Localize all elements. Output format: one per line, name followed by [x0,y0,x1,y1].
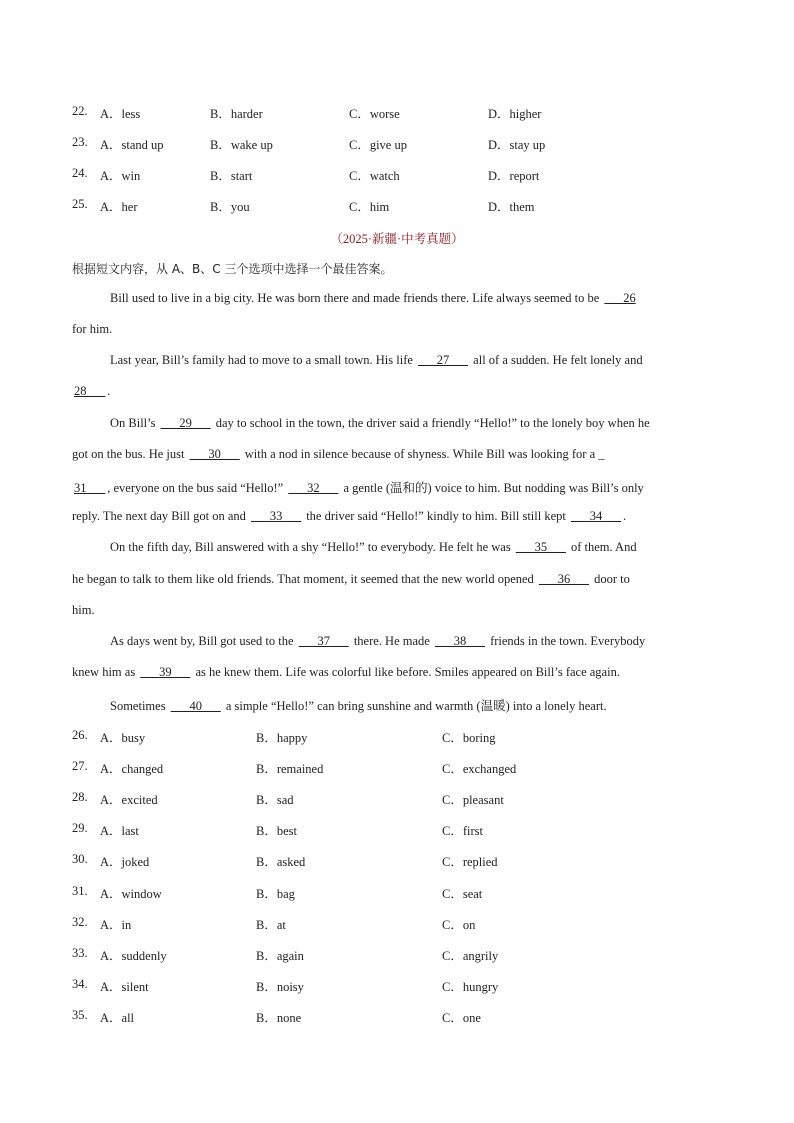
blank-30[interactable]: ___30___ [189,447,240,461]
option-a: A．window [100,887,162,901]
option-b: B．best [256,824,297,838]
option-d: D．stay up [488,138,546,152]
passage-line [72,384,722,399]
option-c: C．seat [442,887,483,901]
blank-28[interactable]: 28___ [74,384,106,398]
option-b: B．none [256,1011,302,1025]
passage-text: As days went by, Bill got used to the [110,634,297,648]
blank-40[interactable]: ___40___ [170,699,221,713]
option-b: B．bag [256,887,295,901]
passage-text: as he knew them. Life was colorful like before. Smiles appeared on Bill’s face again. [192,665,620,679]
passage-text: of them. And [567,540,637,554]
passage-line [72,509,722,524]
passage-text: for him. [72,322,113,336]
option-c: C．first [442,824,483,838]
passage-line [110,634,722,649]
passage-text: him. [72,603,95,617]
option-c: C．boring [442,731,496,745]
option-a: A．excited [100,793,158,807]
question-number: 23. [72,135,88,149]
question-number: 24. [72,166,88,180]
blank-37[interactable]: ___37___ [298,634,349,648]
option-a: A．suddenly [100,949,167,963]
blank-29[interactable]: ___29___ [160,416,211,430]
option-c: C．worse [349,107,400,121]
option-c: C．exchanged [442,762,517,776]
passage-text: . [623,509,627,523]
option-a: A．in [100,918,132,932]
passage-line [110,540,722,555]
question-number: 31. [72,884,88,898]
option-a: A．all [100,1011,135,1025]
source-label: （2025·新疆·中考真题） [330,232,464,246]
blank-36[interactable]: ___36___ [538,572,589,586]
option-a: A．busy [100,731,146,745]
option-c: C．pleasant [442,793,504,807]
option-a: A．joked [100,855,150,869]
question-number: 33. [72,946,88,960]
option-a: A．changed [100,762,164,776]
option-d: D．them [488,200,535,214]
passage-line [110,416,722,431]
option-c: C．him [349,200,390,214]
option-d: D．higher [488,107,542,121]
passage-text: all of a sudden. He felt lonely and [470,353,643,367]
question-number: 27. [72,759,88,773]
passage-text: , everyone on the bus said “Hello!” [107,481,287,495]
passage-text: . [107,384,111,398]
option-b: B．start [210,169,253,183]
blank-38[interactable]: ___38___ [434,634,485,648]
option-c: C．replied [442,855,498,869]
option-b: B．you [210,200,250,214]
passage-line [72,603,722,618]
option-c: C．watch [349,169,400,183]
passage-text: a gentle (温和的) voice to him. But nodding was Bill’s only [340,481,644,495]
question-number: 35. [72,1008,88,1022]
blank-39[interactable]: ___39___ [140,665,191,679]
passage-text: door to [590,572,630,586]
passage-text: Bill used to live in a big city. He was born there and made friends there. Life always seemed to be [110,291,603,305]
option-b: B．again [256,949,304,963]
passage-text: Last year, Bill’s family had to move to a small town. His life [110,353,417,367]
question-number: 34. [72,977,88,991]
option-a: A．win [100,169,141,183]
passage-text: friends in the town. Everybody [486,634,646,648]
passage-text: On Bill’s [110,416,159,430]
option-b: B．wake up [210,138,273,152]
passage-line [72,447,722,462]
option-b: B．noisy [256,980,304,994]
option-c: C．angrily [442,949,499,963]
passage-text: knew him as [72,665,139,679]
question-number: 25. [72,197,88,211]
blank-33[interactable]: ___33___ [251,509,302,523]
option-a: A．less [100,107,141,121]
option-a: A．last [100,824,139,838]
passage-text: the driver said “Hello!” kindly to him. Bill still kept [303,509,569,523]
passage-text: got on the bus. He just [72,447,188,461]
option-c: C．give up [349,138,407,152]
question-number: 22. [72,104,88,118]
question-number: 28. [72,790,88,804]
question-number: 32. [72,915,88,929]
option-b: B．remained [256,762,324,776]
passage-line [72,478,722,496]
question-number: 30. [72,852,88,866]
passage-text: with a nod in silence because of shyness. While Bill was looking for a _ [241,447,605,461]
blank-32[interactable]: ___32___ [288,481,339,495]
instruction: 根据短文内容，从 A、B、C 三个选项中选择一个最佳答案。 [72,262,393,276]
option-d: D．report [488,169,540,183]
passage-line [110,353,722,368]
option-c: C．hungry [442,980,499,994]
passage-line [72,572,722,587]
passage-text: reply. The next day Bill got on and [72,509,250,523]
option-a: A．stand up [100,138,164,152]
passage-text: he began to talk to them like old friends. That moment, it seemed that the new world opened [72,572,537,586]
passage-line [72,665,722,680]
option-b: B．happy [256,731,308,745]
option-b: B．sad [256,793,294,807]
option-c: C．on [442,918,476,932]
option-b: B．harder [210,107,263,121]
passage-text: day to school in the town, the driver said a friendly “Hello!” to the lonely boy when he [212,416,650,430]
passage-text: a simple “Hello!” can bring sunshine and warmth (温暖) into a lonely heart. [222,699,607,713]
blank-34[interactable]: ___34___ [571,509,621,523]
question-number: 29. [72,821,88,835]
passage-line [110,696,722,714]
passage-text: Sometimes [110,699,169,713]
passage-text: On the fifth day, Bill answered with a shy “Hello!” to everybody. He felt he was [110,540,514,554]
question-number: 26. [72,728,88,742]
option-b: B．at [256,918,286,932]
blank-27[interactable]: ___27___ [418,353,469,367]
blank-35[interactable]: ___35___ [515,540,566,554]
passage-text: there. He made [350,634,433,648]
passage-line [110,291,722,306]
blank-31[interactable]: 31___ [74,481,106,495]
option-c: C．one [442,1011,481,1025]
blank-26[interactable]: ___26 [604,291,636,305]
option-a: A．her [100,200,138,214]
option-a: A．silent [100,980,149,994]
option-b: B．asked [256,855,306,869]
passage-line [72,322,722,337]
